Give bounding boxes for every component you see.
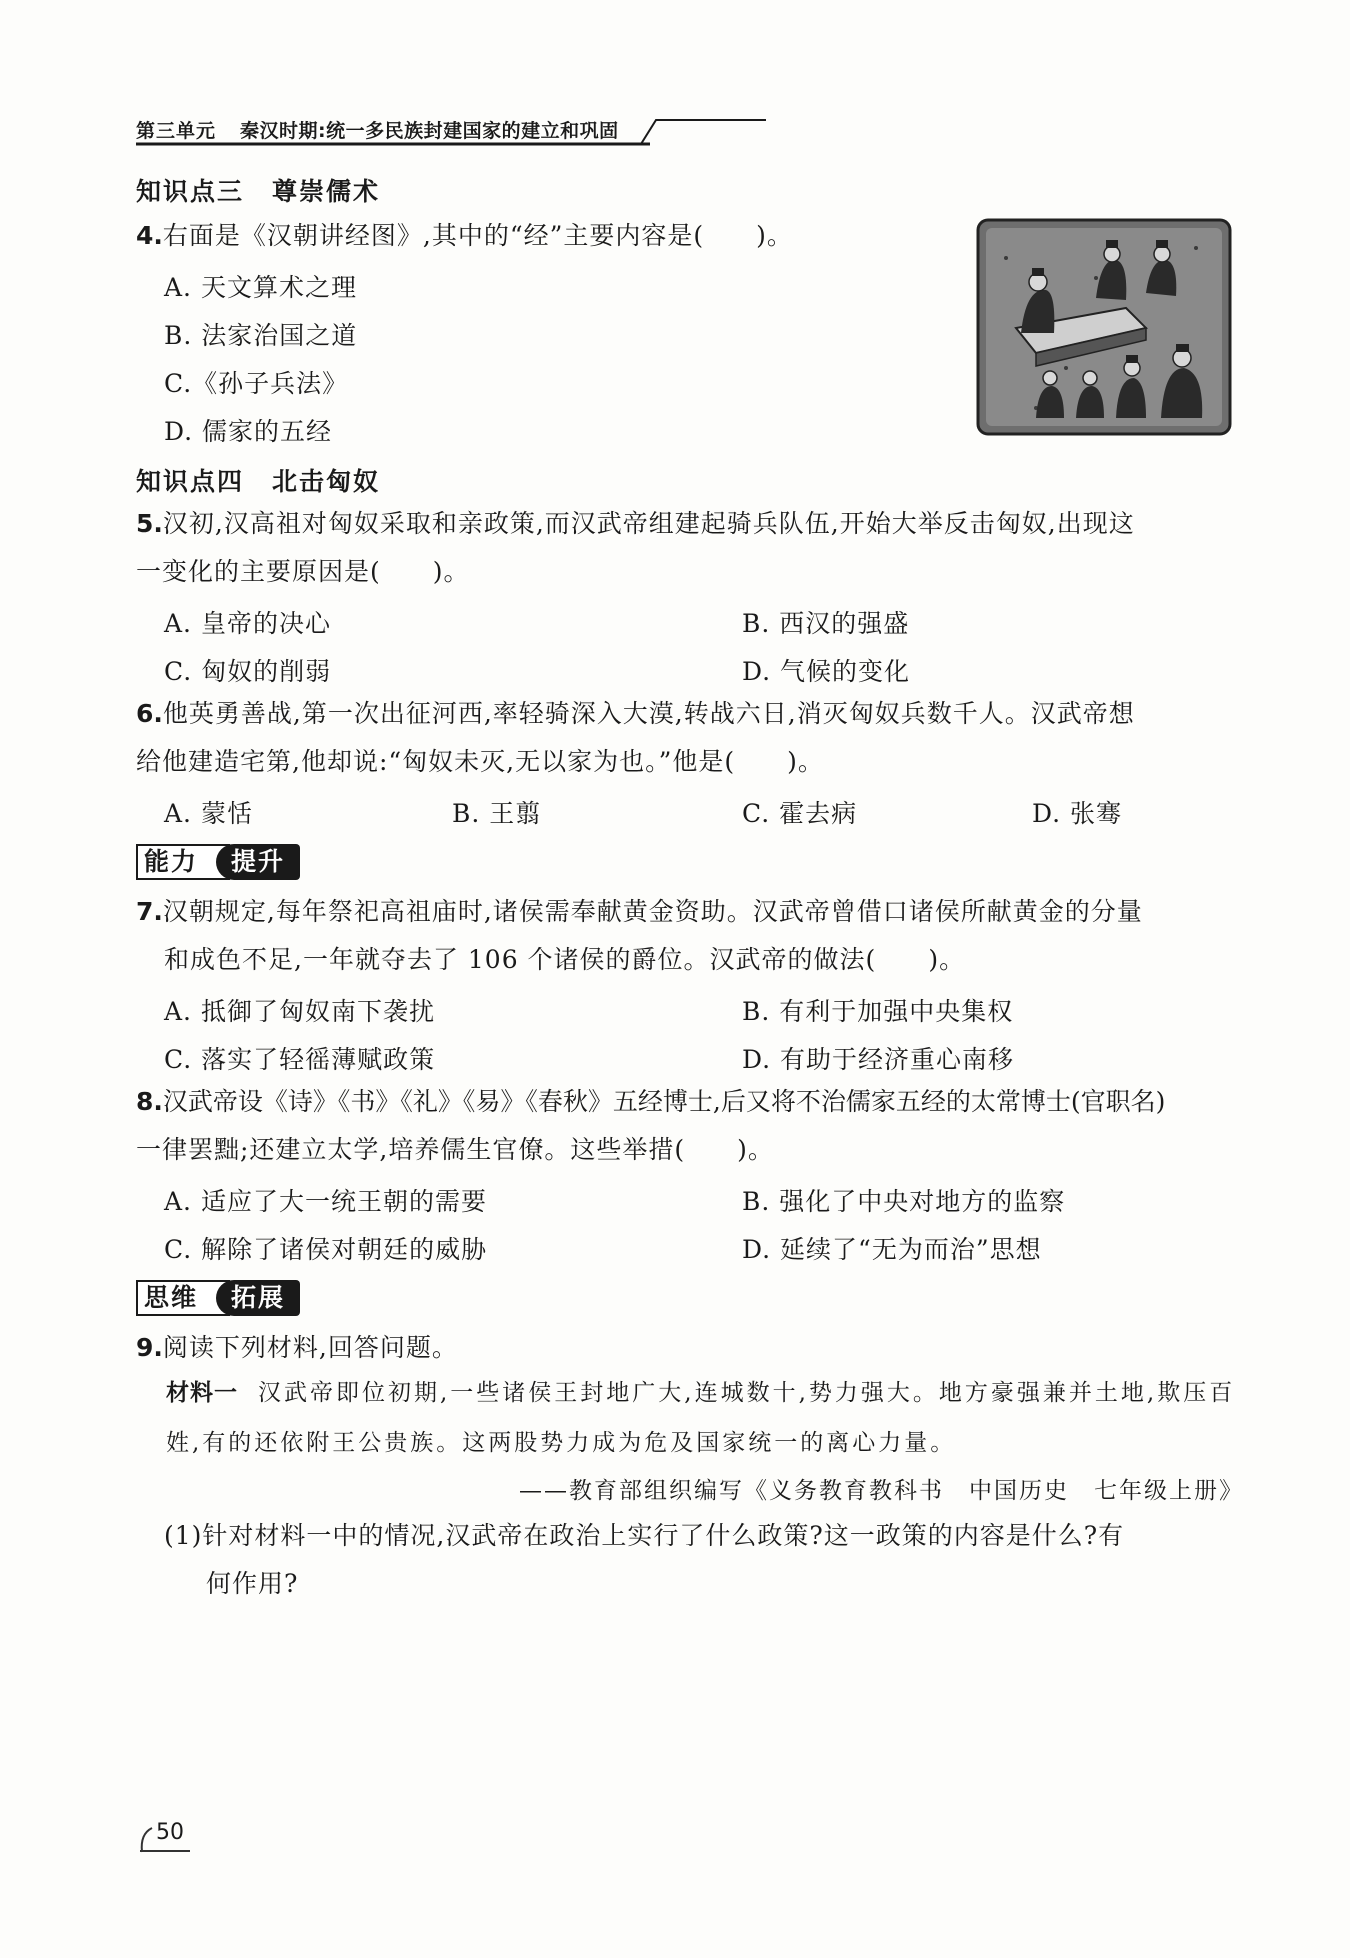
badge-thinking-left: 思维 xyxy=(136,1280,230,1316)
material-1 xyxy=(166,1368,1242,1468)
question-5 xyxy=(136,500,1236,596)
unit-title: 秦汉时期:统一多民族封建国家的建立和巩固 xyxy=(240,120,619,142)
q4-text: 右面是《汉朝讲经图》,其中的“经”主要内容是( )。 xyxy=(162,221,793,250)
kp4-label: 知识点四 xyxy=(136,467,245,496)
q5-option-d: D. 气候的变化 xyxy=(742,657,911,686)
q7-number: 7. xyxy=(136,897,163,926)
q8-number: 8. xyxy=(136,1087,163,1116)
badge-ability-right: 提升 xyxy=(216,844,300,880)
material-1-source: ——教育部组织编写《义务教育教科书 中国历史 七年级上册》 xyxy=(519,1478,1244,1504)
q5-line-2: 一变化的主要原因是( )。 xyxy=(136,557,470,586)
q4-option-b: B. 法家治国之道 xyxy=(164,321,358,350)
knowledge-point-3 xyxy=(136,172,380,208)
q6-line-1: 他英勇善战,第一次出征河西,率轻骑深入大漠,转战六日,消灭匈奴兵数千人。汉武帝想 xyxy=(162,699,1135,728)
q5-line-1: 汉初,汉高祖对匈奴采取和亲政策,而汉武帝组建起骑兵队伍,开始大举反击匈奴,出现这 xyxy=(162,509,1135,538)
q4-number: 4. xyxy=(136,221,163,250)
question-4 xyxy=(136,212,793,260)
q4-option-c: C.《孙子兵法》 xyxy=(164,369,349,398)
question-6 xyxy=(136,690,1236,786)
q5-option-c: C. 匈奴的削弱 xyxy=(164,657,332,686)
q4-option-a: A. 天文算术之理 xyxy=(164,273,357,302)
unit-label: 第三单元 xyxy=(136,120,217,142)
badge-thinking-right: 拓展 xyxy=(216,1280,300,1316)
material-1-text: 汉武帝即位初期,一些诸侯王封地广大,连城数十,势力强大。地方豪强兼并土地,欺压百姓,有的还依附王公贵族。这两股势力成为危及国家统一的离心力量。 xyxy=(166,1380,1236,1456)
han-lecture-illustration xyxy=(976,218,1232,436)
q7-option-b: B. 有利于加强中央集权 xyxy=(742,997,1014,1026)
kp4-name: 北击匈奴 xyxy=(272,467,381,496)
q6-option-a: A. 蒙恬 xyxy=(164,799,253,828)
q8-line-2: 一律罢黜;还建立太学,培养儒生官僚。这些举措( )。 xyxy=(136,1135,774,1164)
kp3-label: 知识点三 xyxy=(136,177,245,206)
q8-option-c: C. 解除了诸侯对朝廷的威胁 xyxy=(164,1235,488,1264)
question-9 xyxy=(136,1324,458,1372)
q7-line-1: 汉朝规定,每年祭祀高祖庙时,诸侯需奉献黄金资助。汉武帝曾借口诸侯所献黄金的分量 xyxy=(162,897,1143,926)
q7-line-2: 和成色不足,一年就夺去了 106 个诸侯的爵位。汉武帝的做法( )。 xyxy=(164,945,966,974)
q6-option-b: B. 王翦 xyxy=(452,799,542,828)
page-number-rule xyxy=(140,1850,190,1852)
q7-option-c: C. 落实了轻徭薄赋政策 xyxy=(164,1045,436,1074)
material-1-label: 材料一 xyxy=(166,1380,238,1406)
q8-option-d: D. 延续了“无为而治”思想 xyxy=(742,1235,1042,1264)
question-7 xyxy=(136,888,1236,984)
q7-option-a: A. 抵御了匈奴南下袭扰 xyxy=(164,997,435,1026)
q5-number: 5. xyxy=(136,509,163,538)
q5-option-a: A. 皇帝的决心 xyxy=(164,609,331,638)
q9-text: 阅读下列材料,回答问题。 xyxy=(162,1333,458,1362)
q7-option-d: D. 有助于经济重心南移 xyxy=(742,1045,1015,1074)
q8-option-a: A. 适应了大一统王朝的需要 xyxy=(164,1187,487,1216)
running-header xyxy=(136,114,766,146)
q6-option-d: D. 张骞 xyxy=(1032,799,1123,828)
page-number: 50 xyxy=(156,1820,184,1845)
q8-line-1: 汉武帝设《诗》《书》《礼》《易》《春秋》五经博士,后又将不治儒家五经的太常博士(官职名) xyxy=(162,1087,1166,1116)
question-8 xyxy=(136,1078,1246,1174)
knowledge-point-4 xyxy=(136,462,380,498)
q8-option-b: B. 强化了中央对地方的监察 xyxy=(742,1187,1066,1216)
q4-option-d: D. 儒家的五经 xyxy=(164,417,333,446)
kp3-name: 尊崇儒术 xyxy=(272,177,381,206)
q9-sub1-line-1: (1)针对材料一中的情况,汉武帝在政治上实行了什么政策?这一政策的内容是什么?有 xyxy=(164,1521,1125,1550)
q9-number: 9. xyxy=(136,1333,163,1362)
badge-ability-left: 能力 xyxy=(136,844,230,880)
question-9-sub-1 xyxy=(164,1512,1244,1608)
q6-line-2: 给他建造宅第,他却说:“匈奴未灭,无以家为也。”他是( )。 xyxy=(136,747,824,776)
q6-number: 6. xyxy=(136,699,163,728)
q6-option-c: C. 霍去病 xyxy=(742,799,858,828)
q5-option-b: B. 西汉的强盛 xyxy=(742,609,910,638)
q9-sub1-line-2: 何作用? xyxy=(206,1569,299,1598)
